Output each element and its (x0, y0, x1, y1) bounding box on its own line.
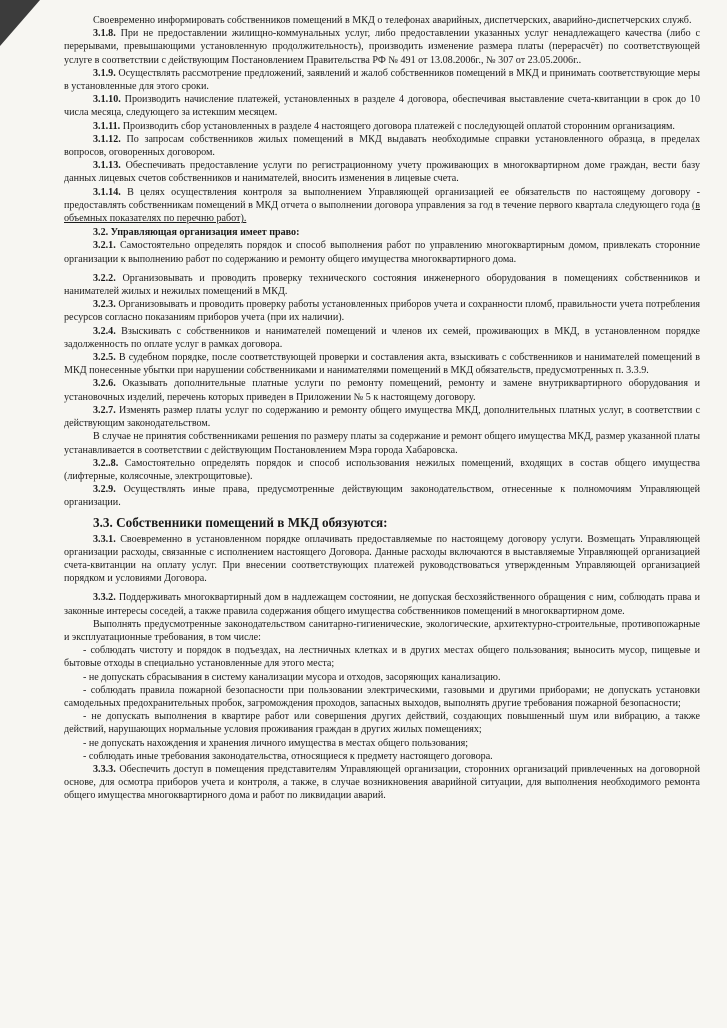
document-page (64, 14, 700, 803)
paragraph-3-1-8: 3.1.8. При не предоставлении жилищно-коммунальных услуг, либо предоставлении указанных услуг ненадлежащего качества (либо с перерывами, превышающими установленную продолжительность), производить изменение размера платы (перерасчёт) по соответствующей услуге в соответствии с действующим Постановлением Правительства РФ № 491 от 13.08.2006г., № 307 от 23.05.2006г.. (64, 28, 700, 66)
section-3-2-title: 3.2. Управляющая организация имеет право: (93, 227, 300, 239)
paragraph-3-3-2: 3.3.2. Поддерживать многоквартирный дом в надлежащем состоянии, не допуская бесхозяйственного обращения с ним, соблюдать права и законные интересы соседей, а также правила содержания общего имущества собственников помещений в многоквартирном доме. (64, 592, 700, 617)
paragraph-3-1-10: 3.1.10. Производить начисление платежей, установленных в разделе 4 договора, обеспечивая выставление счета-квитанции в срок до 10 числа месяца, следующего за истекшим месяцем. (64, 94, 700, 119)
paragraph-3-1-11: 3.1.11. Производить сбор установленных в разделе 4 настоящего договора платежей с последующей оплатой сторонним организациям. (93, 120, 675, 132)
paragraph-3-2-7-note: В случае не принятия собственниками решения по размеру платы за содержание и ремонт общего имущества МКД, размер указанной платы устанавливается в соответствии с действующим Постановлением Мэра города Хабаровска. (64, 431, 700, 456)
list-item: - не допускать сбрасывания в систему канализации мусора и отходов, засоряющих канализацию. (83, 671, 501, 683)
underlined-note: (в объемных показателях по перечню работ). (64, 199, 700, 225)
paragraph-3-1-12: 3.1.12. По запросам собственников жилых помещений в МКД выдавать необходимые справки установленного образца, в пределах вопросов, оговоренных договором. (64, 133, 700, 159)
paragraph-3-2-4: 3.2.4. Взыскивать с собственников и нанимателей помещений и членов их семей, проживающих в МКД, в установленном порядке задолженность по оплате услуг в рамках договора. (64, 325, 700, 350)
paragraph-3-2-1: 3.2.1. Самостоятельно определять порядок и способ выполнения работ по управлению многоквартирным домом, привлекать сторонние организации к выполнению работ по содержанию и ремонту общего имущества многоквартирного дома. (64, 240, 700, 265)
paragraph-3-3-1: 3.3.1. Своевременно в установленном порядке оплачивать предоставляемые по настоящему договору услуги. Возмещать Управляющей организации расходы, связанные с исполнением настоящего Договора. Данные расходы включаются в выставляемые Управляющей организацией счета-квитанции на оплату услуг. При внесении соответствующих платежей руководствоваться утвержденным Управляющей организацией порядком и условиями Договора. (64, 533, 700, 585)
paragraph-3-1-13: 3.1.13. Обеспечивать предоставление услуги по регистрационному учету проживающих в многоквартирном доме граждан, вести базу данных лицевых счетов собственников и нанимателей, вносить изменения в лицевые счета. (64, 160, 700, 185)
paragraph-3-1-14: 3.1.14. В целях осуществления контроля за выполнением Управляющей организацией ее обязательств по настоящему договору - предоставлять собственникам помещений в МКД отчета о выполнении договора управления за год в течение первого квартала следующего года (в объемных показателях по перечню работ). (64, 186, 700, 225)
paragraph-3-2-7: 3.2.7. Изменять размер платы услуг по содержанию и ремонту общего имущества МКД, дополнительных платных услуг, в соответствии с действующим законодательством. (64, 404, 700, 430)
paragraph-intro: Своевременно информировать собственников помещений в МКД о телефонах аварийных, диспетчерских, аварийно-диспетчерских служб. (93, 15, 692, 26)
list-item: - не допускать нахождения и хранения личного имущества в местах общего пользования; (83, 737, 469, 749)
paragraph-3-2-8: 3.2..8. Самостоятельно определять порядок и способ использования нежилых помещений, входящих в состав общего имущества (лифтерные, колясочные, электрощитовые). (64, 457, 700, 482)
paragraph-3-3-2-requirements: Выполнять предусмотренные законодательством санитарно-гигиенические, экологические, архитектурно-строительные, противопожарные и эксплуатационные требования, в том числе: (64, 618, 700, 643)
list-item: - соблюдать иные требования законодательства, относящиеся к предмету настоящего договора. (83, 750, 493, 762)
paragraph-3-2-5: 3.2.5. В судебном порядке, после соответствующей проверки и составления акта, взыскивать с собственников и нанимателей помещений в МКД понесенные убытки при нарушении собственниками и нанимателями помещений в МКД обязательств, предусмотренных п. 3.3.9. (64, 352, 700, 377)
paragraph-3-2-3: 3.2.3. Организовывать и проводить проверку работы установленных приборов учета и сохранности пломб, правильности учета потребления ресурсов согласно показаниям приборов учета (при их наличии). (64, 299, 700, 324)
paragraph-3-2-9: 3.2.9. Осуществлять иные права, предусмотренные действующим законодательством, отнесенные к полномочиям Управляющей организации. (64, 484, 700, 509)
list-item: - не допускать выполнения в квартире работ или совершения других действий, создающих повышенный шум или вибрацию, а также действий, нарушающих нормальные условия проживания граждан в других жилых помещениях; (64, 711, 700, 736)
paragraph-3-2-2: 3.2.2. Организовывать и проводить проверку технического состояния инженерного оборудования в помещениях собственников и нанимателей жилых и нежилых помещений в МКД. (64, 272, 701, 298)
list-item: - соблюдать правила пожарной безопасности при пользовании электрическими, газовыми и другими приборами; не допускать установки самодельных предохранительных пробок, загромождения проходов, запасных выходов, выполнять другие требования пожарной безопасности; (64, 684, 700, 709)
paragraph-3-3-3: 3.3.3. Обеспечить доступ в помещения представителям Управляющей организации, сторонних организаций привлеченных на договорной основе, для осмотра приборов учета и контроля, а также, в случае возникновения аварийной ситуации, для выполнения необходимого ремонта общего имущества многоквартирного дома и работ по ликвидации аварий. (64, 763, 700, 802)
list-item: - соблюдать чистоту и порядок в подъездах, на лестничных клетках и в других местах общего пользования; выносить мусор, пищевые и бытовые отходы в специально установленные для этого места; (64, 645, 700, 670)
paragraph-3-2-6: 3.2.6. Оказывать дополнительные платные услуги по ремонту помещений, ремонту и замене внутриквартирного оборудования и установочных изделий, перечень которых приведен в Приложении № 5 к настоящему договору. (64, 378, 700, 403)
section-3-3-title: 3.3. Собственники помещений в МКД обязуются: (93, 514, 388, 530)
scan-corner-shadow (0, 0, 40, 46)
paragraph-3-1-9: 3.1.9. Осуществлять рассмотрение предложений, заявлений и жалоб собственников помещений в МКД и принимать соответствующие меры в установленные для этого сроки. (64, 67, 700, 93)
